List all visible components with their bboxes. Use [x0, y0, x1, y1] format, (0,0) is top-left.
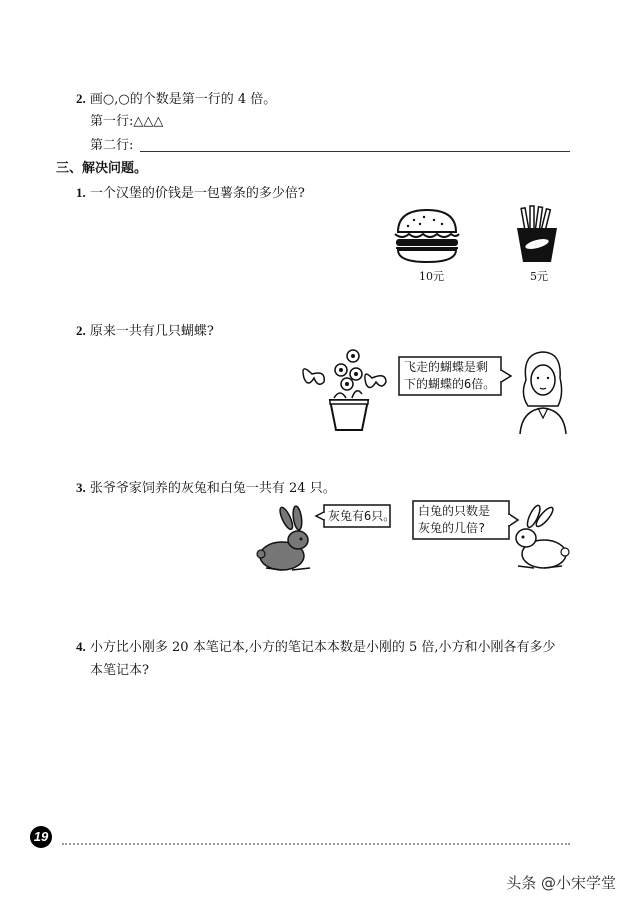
- gray-rabbit-image: [252, 508, 318, 574]
- fries-price: 5元: [530, 270, 548, 283]
- p1-number: 1.: [76, 185, 86, 200]
- girl-image: [516, 350, 570, 434]
- burger-price: 10元: [419, 270, 444, 283]
- p4-text-line1: 小方比小刚多 20 本笔记本,小方的笔记本本数是小刚的 5 倍,小方和小刚各有多少: [89, 640, 556, 655]
- p3-question: [76, 479, 336, 498]
- gray-rabbit-bubble-text: 灰兔有6只。: [328, 509, 396, 523]
- girl-bubble-line2: 下的蝴蝶的6倍。: [404, 377, 496, 391]
- q2-draw-text: 画○,○的个数是第一行的 4 倍。: [89, 92, 277, 107]
- footer-dotted-divider: [62, 843, 570, 845]
- q2-draw-number: 2.: [76, 91, 86, 106]
- p2-question: [76, 322, 214, 341]
- section-3-title: 三、解决问题。: [56, 161, 148, 176]
- girl-bubble-line1: 飞走的蝴蝶是剩: [404, 360, 489, 374]
- row1-shapes: △△△: [133, 114, 164, 129]
- watermark-text: 头条 @小宋学堂: [506, 874, 616, 892]
- white-rabbit-bubble-line2: 灰兔的几倍?: [418, 521, 486, 535]
- p4-text-line2: 本笔记本?: [90, 663, 149, 678]
- q2-draw-prompt: [76, 90, 276, 109]
- row1-label: 第一行:: [90, 114, 134, 129]
- row1: [90, 113, 163, 131]
- p4-number: 4.: [76, 639, 86, 654]
- page-number-badge: 19: [30, 826, 52, 848]
- p3-text: 张爷爷家饲养的灰兔和白兔一共有 24 只。: [89, 481, 336, 496]
- p3-number: 3.: [76, 480, 86, 495]
- flower-pot-image: [296, 348, 388, 432]
- p2-text: 原来一共有几只蝴蝶?: [89, 324, 214, 339]
- fries-image: [513, 206, 561, 264]
- row2-label: 第二行:: [90, 138, 134, 153]
- p1-text: 一个汉堡的价钱是一包薯条的多少倍?: [89, 186, 305, 201]
- p1-question: [76, 184, 305, 203]
- white-rabbit-bubble-line1: 白兔的只数是: [418, 504, 491, 518]
- white-rabbit-image: [508, 506, 570, 572]
- p4-question-line1: [76, 638, 556, 657]
- p2-number: 2.: [76, 323, 86, 338]
- burger-image: [392, 208, 462, 266]
- row2-answer-line[interactable]: [140, 151, 570, 152]
